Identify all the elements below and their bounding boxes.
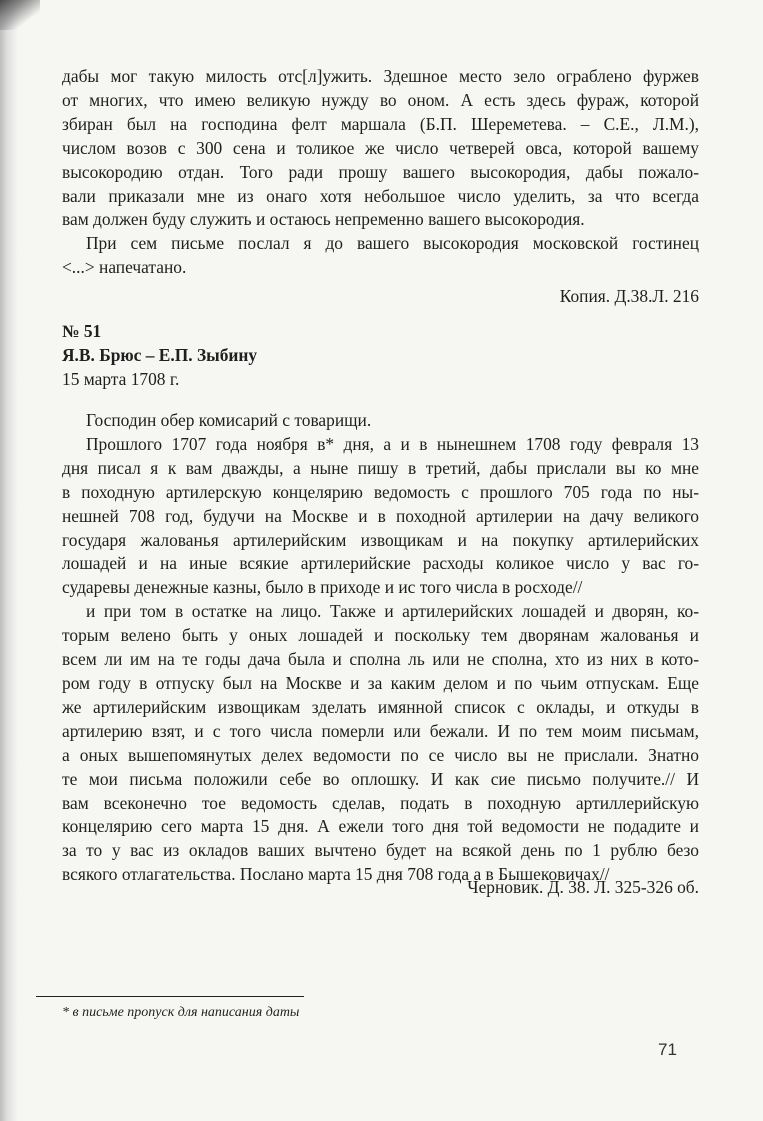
archive-reference: Черновик. Д. 38. Л. 325-326 об. [467, 877, 699, 897]
text-line: те мои письма положили себе во оплошку. И как сие письмо получите.// И [62, 768, 699, 789]
text-line: При сем письме послал я до вашего высокородия московской гостинец [86, 233, 699, 254]
page-number: 71 [658, 1040, 677, 1059]
continuation-text [62, 65, 699, 280]
text-line: дабы мог такую милость отс[л]ужить. Здешное место зело ограблено фуржев [62, 66, 699, 86]
text-line: же артилерийским извощикам зделать имянной список с оклады, и откуды в [62, 696, 699, 717]
footnote-divider [36, 996, 304, 997]
text-line: высокородию отдан. Того ради прошу вашего высокородия, дабы пожало- [62, 161, 699, 182]
text-line: вам всеконечно тое ведомость сделав, подать в походную артиллерийскую [62, 792, 699, 813]
text-line: в походную артилерскую концелярию ведомость с прошлого 705 года по ны- [62, 481, 699, 502]
text-line: торым велено быть у оных лошадей и поскольку тем дворянам жалованья и [62, 625, 699, 646]
text-line: артилерию взят, и с того числа померли или бежали. И по тем моим письмам, [62, 720, 699, 741]
document-date: 15 марта 1708 г. [62, 369, 180, 389]
text-line: лошадей и на иные всякие артилерийские расходы коликое число у вас го- [62, 553, 699, 574]
text-line: ром году в отпуску был на Москве и за каким делом и по чьим отпускам. Еще [62, 672, 699, 693]
text-line: вам должен буду служить и остаюсь непременно вашего высокородия. [62, 209, 585, 230]
text-line: збиран был на господина фелт маршала (Б.П. Шереметева. – С.Е., Л.М.), [62, 113, 699, 134]
text-line: за то у вас из окладов ваших вычтено будет на всякой день по 1 рублю безо [62, 840, 699, 861]
document-body [62, 409, 699, 887]
text-line: <...> напечатано. [62, 257, 187, 278]
document-number: № 51 [62, 321, 102, 341]
text-line: от многих, что имею великую нужду во оном. А есть здесь фураж, которой [62, 89, 699, 110]
text-line: вали приказали мне из онаго хотя небольшое число уделить, за что всегда [62, 185, 699, 206]
text-line: нешней 708 год, будучи на Москве и в походной артилерии на дачу великого [62, 505, 699, 526]
text-line: сударевы денежные казны, было в приходе и ис того числа в росходе// [62, 577, 583, 598]
text-line: всякого отлагательства. Послано марта 15 дня 708 года а в Бышековичах// [62, 864, 610, 885]
text-line: дня писал я к вам дважды, а ныне пишу в третий, дабы прислали вы ко мне [62, 457, 699, 478]
text-line: и при том в остатке на лицо. Также и артилерийских лошадей и дворян, ко- [86, 601, 699, 622]
footnote: * в письме пропуск для написания даты [62, 1005, 300, 1020]
text-line: Прошлого 1707 года ноября в* дня, а и в нынешнем 1708 году февраля 13 [86, 433, 699, 454]
text-line: числом возов с 300 сена и толикое же число четверей овса, которой вашему [62, 137, 699, 158]
text-line: а оных вышепомянутых делех ведомости по се число вы не прислали. Знатно [62, 744, 699, 765]
text-line: концелярию сего марта 15 дня. А ежели того дня той ведомости не подадите и [62, 816, 699, 837]
text-line: государя жалованья артилерийским извощикам и на покупку артилерийских [62, 529, 699, 550]
archive-reference: Копия. Д.38.Л. 216 [559, 286, 699, 306]
salutation: Господин обер комисарий с товарищи. [86, 410, 372, 430]
page-corner-shadow [0, 0, 40, 30]
text-line: всем ли им на те годы дача была и сполна ль или не сполна, хто из них в кото- [62, 649, 699, 670]
page-edge-shadow [0, 0, 18, 1121]
document-title: Я.В. Брюс – Е.П. Зыбину [62, 345, 258, 365]
